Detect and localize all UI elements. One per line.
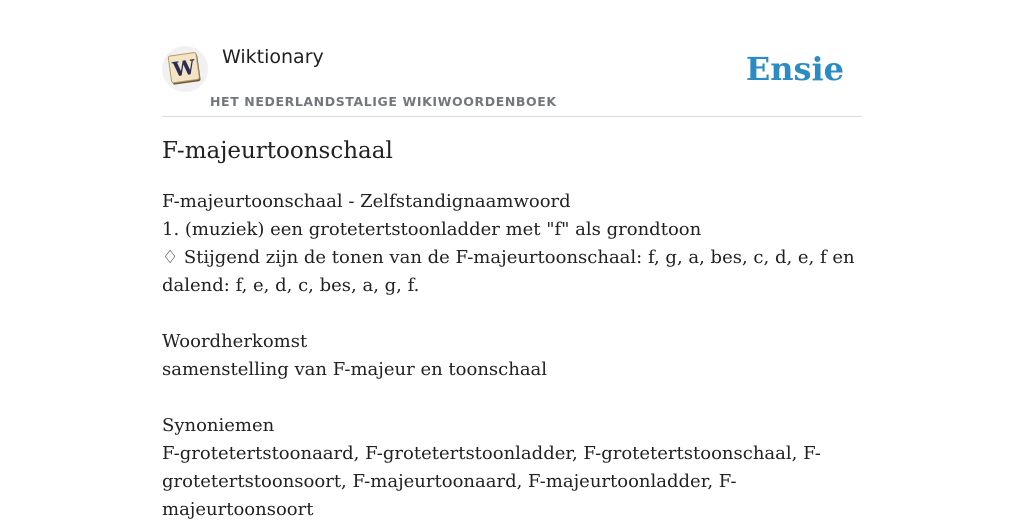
logo-letter: W (171, 54, 197, 82)
wiktionary-tile-icon (167, 51, 203, 87)
example-line-2: dalend: f, e, d, c, bes, a, g, f. (162, 275, 420, 296)
etymology-heading: Woordherkomst (162, 331, 308, 352)
spacer (162, 300, 862, 328)
wiktionary-logo[interactable] (162, 46, 208, 92)
site-tagline: HET NEDERLANDSTALIGE WIKIWOORDENBOEK (210, 94, 557, 109)
article (162, 138, 862, 524)
definition-sense-line: 1. (muziek) een grotetertstoonladder met "f" als grondtoon (162, 219, 702, 240)
spacer (162, 384, 862, 412)
site-name[interactable]: Wiktionary (222, 46, 324, 68)
page-title: F-majeurtoonschaal (162, 138, 393, 164)
etymology-text: samenstelling van F-majeur en toonschaal (162, 359, 548, 380)
synonyms-line-1: F-grotetertstoonaard, F-grotetertstoonladder, F-grotetertstoonschaal, F- (162, 443, 821, 464)
site-header (162, 40, 862, 117)
example-line-1: ♢ Stijgend zijn de tonen van de F-majeurtoonschaal: f, g, a, bes, c, d, e, f en (162, 247, 855, 268)
ensie-brand-link[interactable]: Ensie (745, 50, 844, 88)
definition-pos-line: F-majeurtoonschaal - Zelfstandignaamwoord (162, 191, 571, 212)
synonyms-line-2: grotetertstoonsoort, F-majeurtoonaard, F-majeurtoonladder, F-majeurtoonsoort (162, 471, 737, 520)
synonyms-heading: Synoniemen (162, 415, 275, 436)
